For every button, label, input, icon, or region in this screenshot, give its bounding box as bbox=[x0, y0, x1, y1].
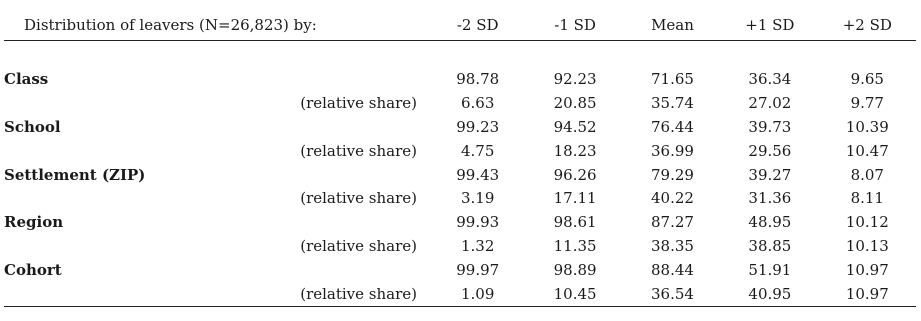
table-body bbox=[4, 41, 916, 307]
column-header: Mean bbox=[651, 16, 694, 34]
table-cell: 20.85 bbox=[553, 93, 597, 112]
row-group-label: Cohort bbox=[4, 261, 62, 280]
table-cell: 40.22 bbox=[651, 189, 694, 208]
table-cell: 10.39 bbox=[845, 117, 889, 136]
table-cell: 18.23 bbox=[553, 141, 597, 160]
table-cell: 1.32 bbox=[461, 237, 495, 256]
table-cell: 99.23 bbox=[456, 117, 500, 136]
table-cell: 17.11 bbox=[553, 189, 597, 208]
table-cell: 10.12 bbox=[845, 213, 889, 232]
spacer-row bbox=[4, 41, 916, 68]
table-cell: 8.11 bbox=[850, 189, 884, 208]
table-cell: 35.74 bbox=[651, 93, 694, 112]
table-row bbox=[4, 139, 916, 163]
table-cell: 88.44 bbox=[651, 261, 694, 280]
table-row bbox=[4, 186, 916, 210]
table-row bbox=[4, 67, 916, 91]
table-cell: 11.35 bbox=[553, 237, 597, 256]
table-cell: 9.77 bbox=[850, 93, 884, 112]
table-cell: 10.45 bbox=[526, 282, 623, 306]
table-row bbox=[4, 210, 916, 234]
column-header: -1 SD bbox=[554, 16, 596, 34]
row-sub-label: (relative share) bbox=[300, 141, 418, 160]
column-header: -2 SD bbox=[456, 16, 499, 34]
row-sub-label: (relative share) bbox=[300, 237, 418, 256]
table-cell: 4.75 bbox=[461, 141, 495, 160]
table-row bbox=[4, 258, 916, 282]
row-group-label: Class bbox=[4, 69, 49, 88]
row-sub-label: (relative share) bbox=[4, 282, 429, 306]
header-label: Distribution of leavers (N=26,823) by: bbox=[24, 16, 317, 34]
table-cell: 71.65 bbox=[651, 69, 694, 88]
row-group-label: Settlement (ZIP) bbox=[4, 165, 146, 184]
table-cell: 48.95 bbox=[748, 213, 792, 232]
table-cell: 38.85 bbox=[748, 237, 792, 256]
table-cell: 1.09 bbox=[429, 282, 526, 306]
table-cell: 39.27 bbox=[748, 165, 792, 184]
table-cell: 36.54 bbox=[624, 282, 721, 306]
table-cell: 36.34 bbox=[748, 69, 792, 88]
table-cell: 9.65 bbox=[850, 69, 884, 88]
table-cell: 6.63 bbox=[461, 93, 495, 112]
table-cell: 38.35 bbox=[651, 237, 694, 256]
table-row bbox=[4, 115, 916, 139]
table-cell: 99.93 bbox=[456, 213, 500, 232]
table-cell: 31.36 bbox=[748, 189, 792, 208]
table-cell: 99.97 bbox=[456, 261, 500, 280]
table-cell: 98.61 bbox=[553, 213, 597, 232]
table-cell: 94.52 bbox=[553, 117, 597, 136]
table-cell: 87.27 bbox=[651, 213, 694, 232]
row-group-label: School bbox=[4, 117, 61, 136]
table-row bbox=[4, 163, 916, 187]
row-group-label: Region bbox=[4, 213, 64, 232]
table-cell: 10.97 bbox=[819, 282, 916, 306]
table-cell: 98.89 bbox=[553, 261, 597, 280]
column-header: +1 SD bbox=[745, 16, 795, 34]
table-cell: 36.99 bbox=[651, 141, 694, 160]
table-cell: 98.78 bbox=[456, 69, 500, 88]
column-header: +2 SD bbox=[842, 16, 892, 34]
table-cell: 27.02 bbox=[748, 93, 792, 112]
table-cell: 10.47 bbox=[845, 141, 889, 160]
table-cell: 99.43 bbox=[456, 165, 500, 184]
table-cell: 51.91 bbox=[748, 261, 792, 280]
table-row bbox=[4, 234, 916, 258]
table-cell: 10.13 bbox=[845, 237, 889, 256]
table-cell: 40.95 bbox=[721, 282, 818, 306]
table-cell: 10.97 bbox=[845, 261, 889, 280]
table-cell: 76.44 bbox=[651, 117, 694, 136]
table-cell: 79.29 bbox=[651, 165, 694, 184]
table-cell: 29.56 bbox=[748, 141, 792, 160]
table-cell: 39.73 bbox=[748, 117, 792, 136]
table-cell: 3.19 bbox=[461, 189, 495, 208]
table-cell: 92.23 bbox=[553, 69, 597, 88]
header-row bbox=[4, 10, 916, 41]
row-sub-label: (relative share) bbox=[300, 189, 418, 208]
table-row bbox=[4, 282, 916, 306]
row-sub-label: (relative share) bbox=[300, 93, 418, 112]
leavers-distribution-table bbox=[4, 10, 916, 307]
table-cell: 8.07 bbox=[850, 165, 884, 184]
table-cell: 96.26 bbox=[553, 165, 597, 184]
table-row bbox=[4, 91, 916, 115]
